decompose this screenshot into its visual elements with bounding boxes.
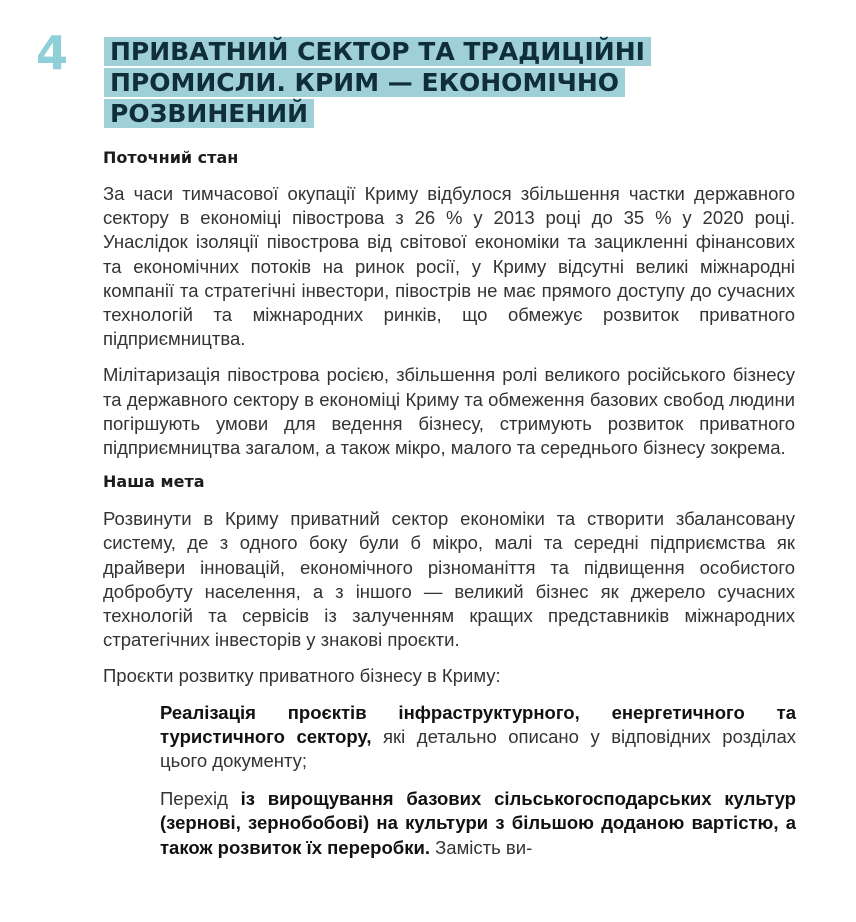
section-heading-our-goal: Наша мета [103, 472, 205, 492]
list-item-prefix: Перехід [160, 788, 241, 810]
list-item-text: Замість ви- [429, 836, 533, 858]
list-item-bold: Реалізація проєктів інфраструктурного, енергетичного та туристичного сектору, [160, 701, 796, 747]
list-item [160, 701, 796, 774]
projects-list [160, 701, 796, 860]
chapter-number: 4 [36, 26, 69, 80]
current-state-paragraph-2: Мілітаризація півострова росією, збільшення ролі великого російського бізнесу та державного сектору в економіці Криму та обмеження базових свобод людини погіршують умови для ведення бізнесу, стримують розвиток приватного підприємництва загалом, а також мікро, малого та середнього бізнесу зокрема. [103, 364, 795, 459]
chapter-title-text: ПРИВАТНИЙ СЕКТОР ТА ТРАДИЦІЙНІ ПРОМИСЛИ. КРИМ — ЕКОНОМІЧНО РОЗВИНЕНИЙ [104, 37, 651, 128]
goal-paragraph: Розвинути в Криму приватний сектор економіки та створити збалансовану систему, де з одного боку були б мікро, малі та середні підприємства як драйвери інновацій, економічного різноманіття та підвищення особистого добробуту населення, а з іншого — великий бізнес як джерело сучасних технологій та сервісів із залученням кращих представників міжнародних стратегічних інвесторів у знакові проєкти. [103, 508, 795, 651]
chapter-content [103, 146, 795, 860]
list-item [160, 787, 796, 860]
list-item-bold: із вирощування базових сільськогосподарських культур (зернові, зернобобові) на культури з більшою доданою вартістю, а також розвиток їх переробки. [160, 788, 796, 858]
projects-list-intro: Проєкти розвитку приватного бізнесу в Криму: [103, 665, 501, 687]
list-item-text: які детально описано у відповідних розділах цього документу; [160, 725, 796, 772]
current-state-paragraph-1: За часи тимчасової окупації Криму відбулося збільшення частки державного сектору в економіці півострова з 26 % у 2013 році до 35 % у 2020 році. Унаслідок ізоляції півострова від світової економіки та зацикленні фінансових та економічних потоків на ринок росії, у Криму відсутні великі міжнародні компанії та стратегічні інвестори, півострів не має прямого доступу до сучасних технологій та міжнародних ринків, що обмежує розвиток приватного підприємництва. [103, 183, 795, 350]
chapter-title [104, 36, 664, 129]
section-heading-current-state: Поточний стан [103, 148, 239, 167]
